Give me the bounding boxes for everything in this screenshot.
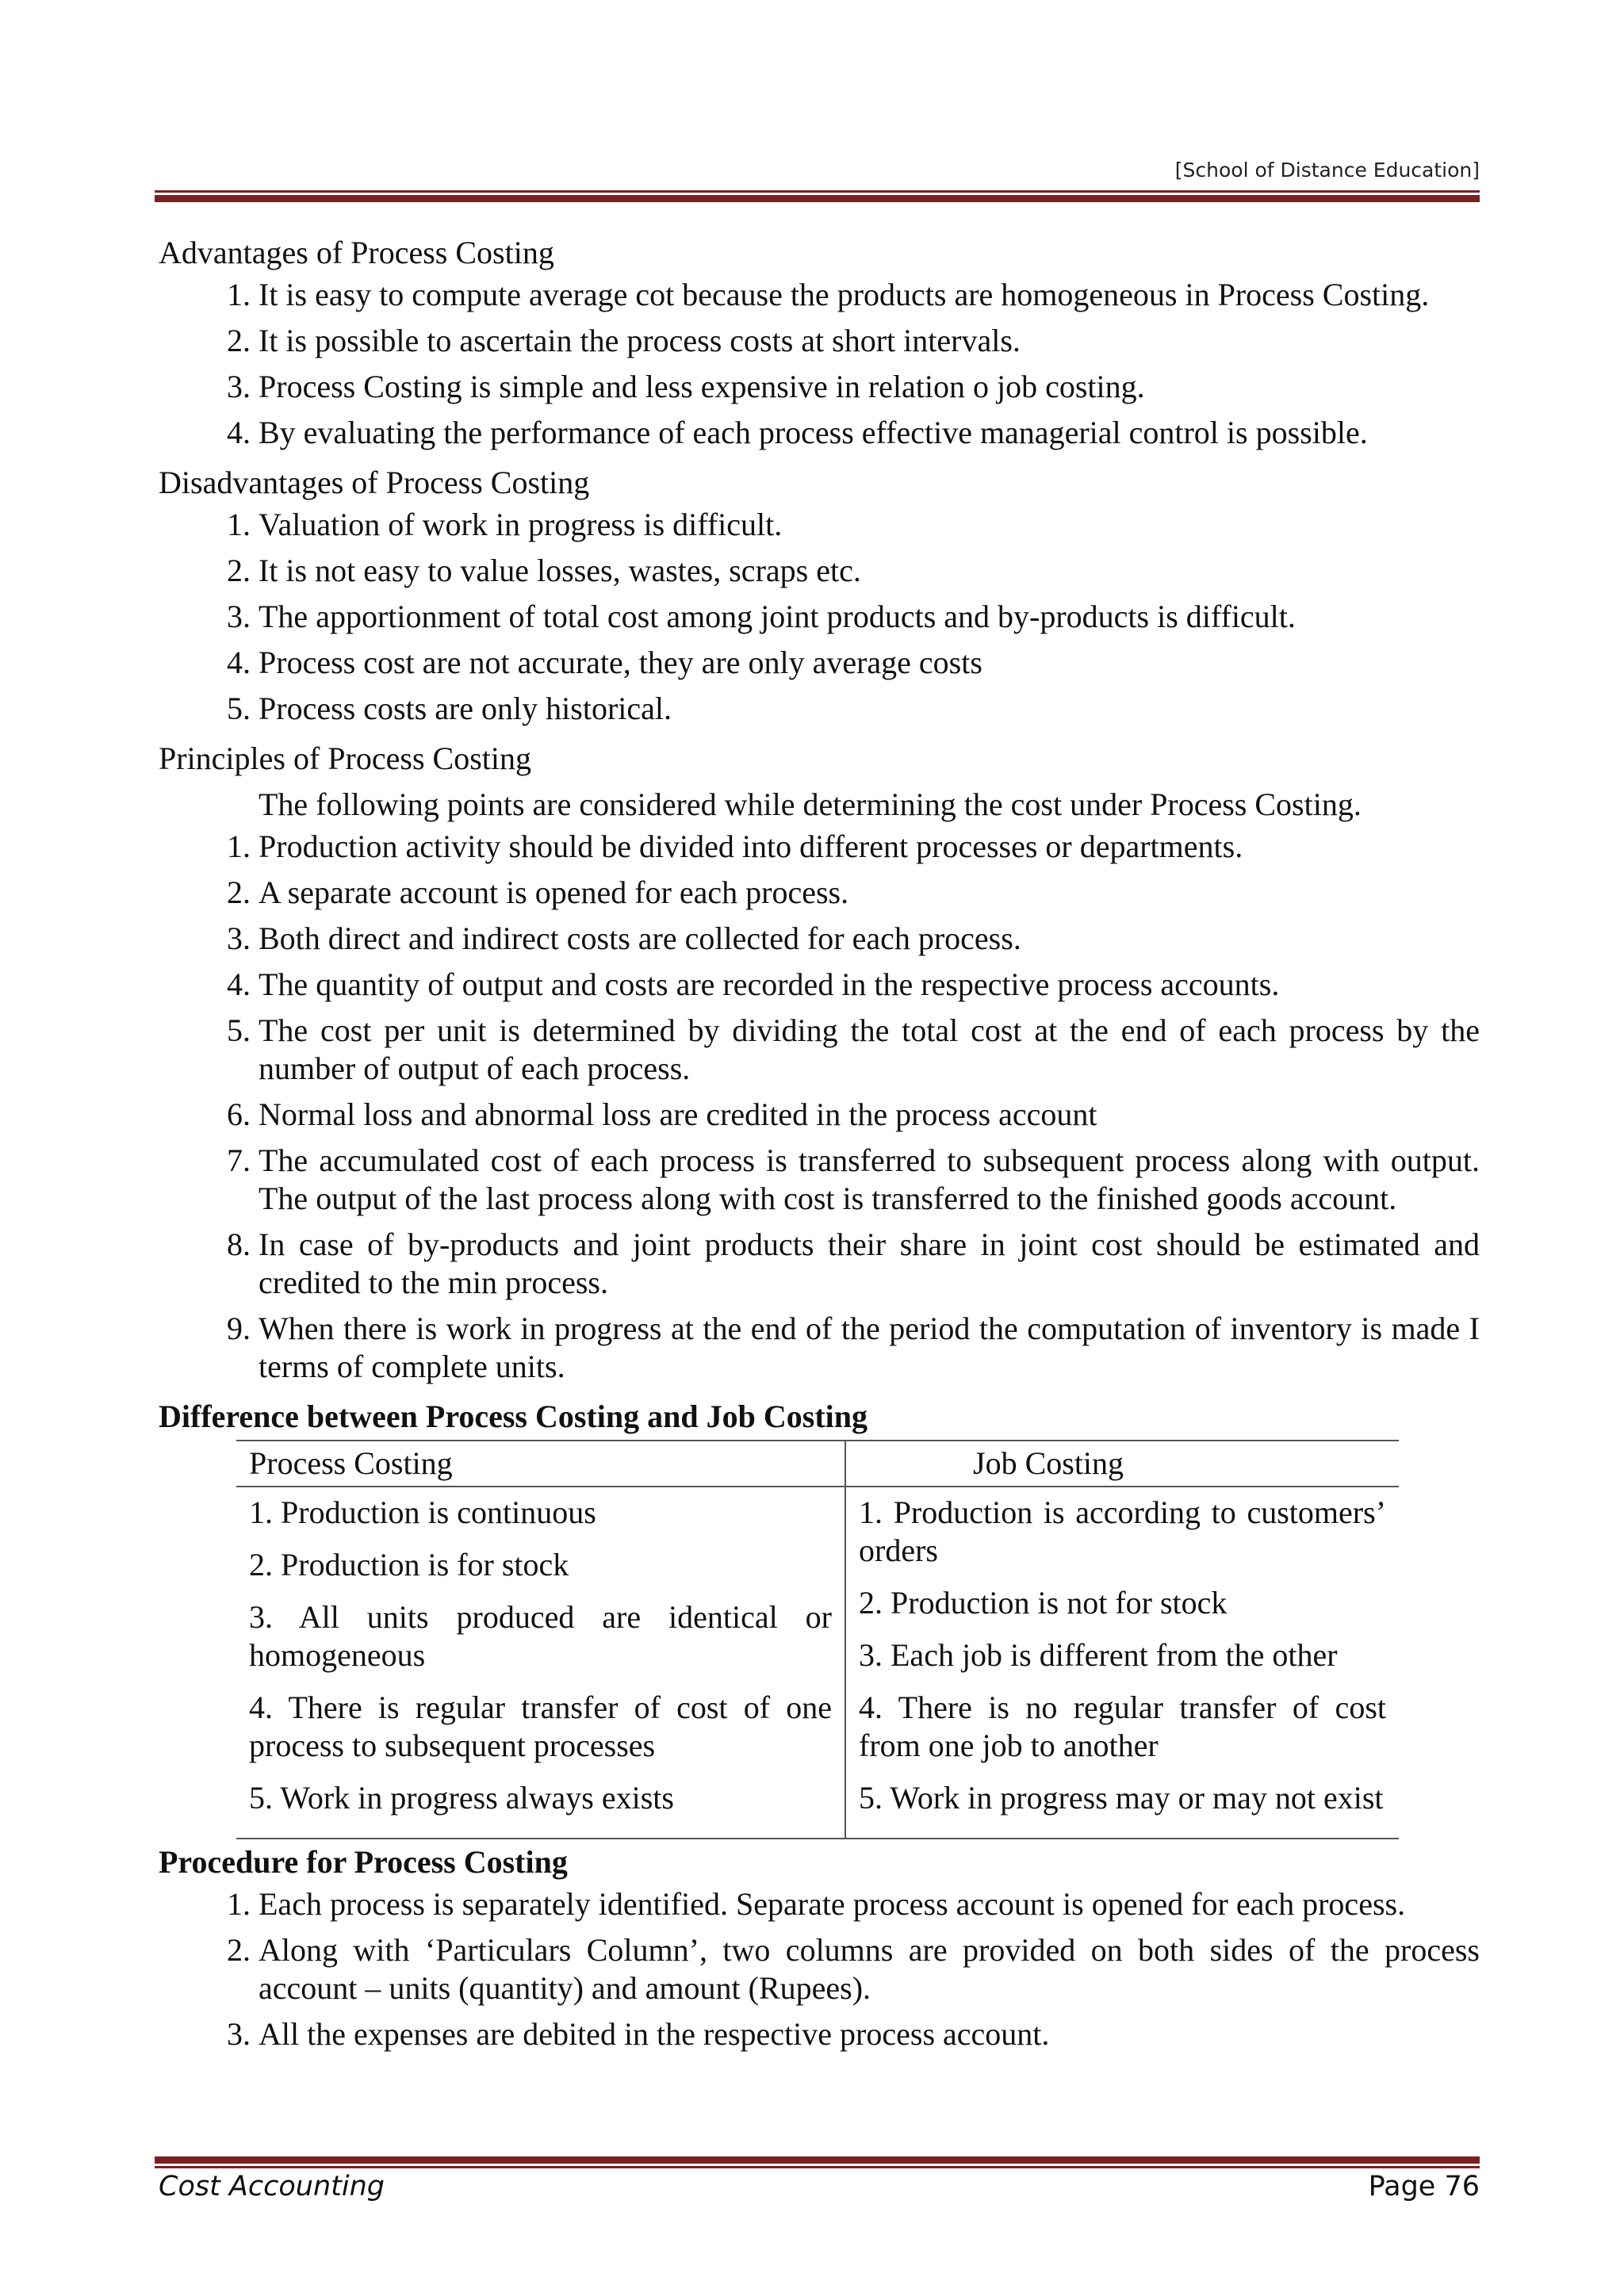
- job-item: 1. Production is according to customers’ orders: [859, 1494, 1386, 1568]
- principles-list: [159, 828, 1480, 1386]
- disadvantages-list: [159, 506, 1480, 728]
- job-costing-cell: [845, 1487, 1399, 1839]
- header-institution: [School of Distance Education]: [1174, 159, 1480, 182]
- table-row: [236, 1487, 1399, 1839]
- list-item: 4. Process cost are not accurate, they are only average costs: [259, 644, 1480, 682]
- list-item: 3. Process Costing is simple and less expensive in relation o job costing.: [259, 368, 1480, 406]
- procedure-title: Procedure for Process Costing: [159, 1844, 568, 1880]
- process-costing-cell: [236, 1487, 845, 1839]
- list-item: 2. It is possible to ascertain the process costs at short intervals.: [259, 322, 1480, 360]
- list-item: 4. The quantity of output and costs are recorded in the respective process accounts.: [259, 966, 1480, 1004]
- job-item: 5. Work in progress may or may not exist: [859, 1780, 1384, 1816]
- list-item: 1. It is easy to compute average cot because the products are homogeneous in Process Costing.: [259, 276, 1480, 314]
- list-item: 1. Production activity should be divided into different processes or departments.: [259, 828, 1480, 866]
- list-item: 4. By evaluating the performance of each process effective managerial control is possible.: [259, 414, 1480, 452]
- footer-rule: [155, 2156, 1480, 2168]
- list-item: 1. Valuation of work in progress is difficult.: [259, 506, 1480, 544]
- disadvantages-title: Disadvantages of Process Costing: [159, 465, 590, 500]
- advantages-list: [159, 276, 1480, 452]
- footer-subject: Cost Accounting: [159, 2171, 385, 2202]
- job-item: 3. Each job is different from the other: [859, 1637, 1338, 1673]
- process-item: 3. All units produced are identical or homogeneous: [249, 1599, 832, 1673]
- list-item: 6. Normal loss and abnormal loss are credited in the process account: [259, 1096, 1480, 1134]
- list-item: 1. Each process is separately identified. Separate process account is opened for each process.: [259, 1885, 1480, 1923]
- list-item: 2. It is not easy to value losses, wastes, scraps etc.: [259, 552, 1480, 590]
- list-item: 9. When there is work in progress at the end of the period the computation of inventory is made I terms of complete units.: [259, 1310, 1480, 1386]
- header-rule: [155, 190, 1480, 202]
- process-item: 4. There is regular transfer of cost of one process to subsequent processes: [249, 1689, 832, 1763]
- col-header-job: Job Costing: [845, 1441, 1399, 1487]
- list-item: 3. All the expenses are debited in the respective process account.: [259, 2015, 1480, 2053]
- list-item: 7. The accumulated cost of each process is transferred to subsequent process along with output. The output of the last process along with cost is transferred to the finished goods account.: [259, 1142, 1480, 1218]
- list-item: 5. The cost per unit is determined by dividing the total cost at the end of each process by the number of output of each process.: [259, 1012, 1480, 1088]
- list-item: 5. Process costs are only historical.: [259, 690, 1480, 728]
- list-item: 3. The apportionment of total cost among joint products and by-products is difficult.: [259, 598, 1480, 636]
- difference-table: [236, 1440, 1399, 1839]
- process-item: 5. Work in progress always exists: [249, 1780, 674, 1816]
- difference-title: Difference between Process Costing and Job Costing: [159, 1399, 868, 1434]
- list-item: 2. A separate account is opened for each process.: [259, 874, 1480, 912]
- procedure-list: [159, 1885, 1480, 2053]
- list-item: 8. In case of by-products and joint products their share in joint cost should be estimated and credited to the min process.: [259, 1226, 1480, 1302]
- page-content: [159, 230, 1480, 2061]
- advantages-title: Advantages of Process Costing: [159, 235, 554, 270]
- list-item: 2. Along with ‘Particulars Column’, two columns are provided on both sides of the process account – units (quantity) and amount (Rupees).: [259, 1931, 1480, 2007]
- job-item: 2. Production is not for stock: [859, 1585, 1228, 1621]
- col-header-process: Process Costing: [236, 1441, 845, 1487]
- table-header-row: [236, 1441, 1399, 1487]
- process-item: 2. Production is for stock: [249, 1547, 569, 1582]
- process-item: 1. Production is continuous: [249, 1494, 596, 1530]
- footer-page-number: Page 76: [1368, 2171, 1480, 2202]
- principles-intro: The following points are considered while determining the cost under Process Costing.: [259, 786, 1362, 822]
- principles-title: Principles of Process Costing: [159, 740, 531, 776]
- job-item: 4. There is no regular transfer of cost from one job to another: [859, 1689, 1386, 1763]
- list-item: 3. Both direct and indirect costs are collected for each process.: [259, 920, 1480, 958]
